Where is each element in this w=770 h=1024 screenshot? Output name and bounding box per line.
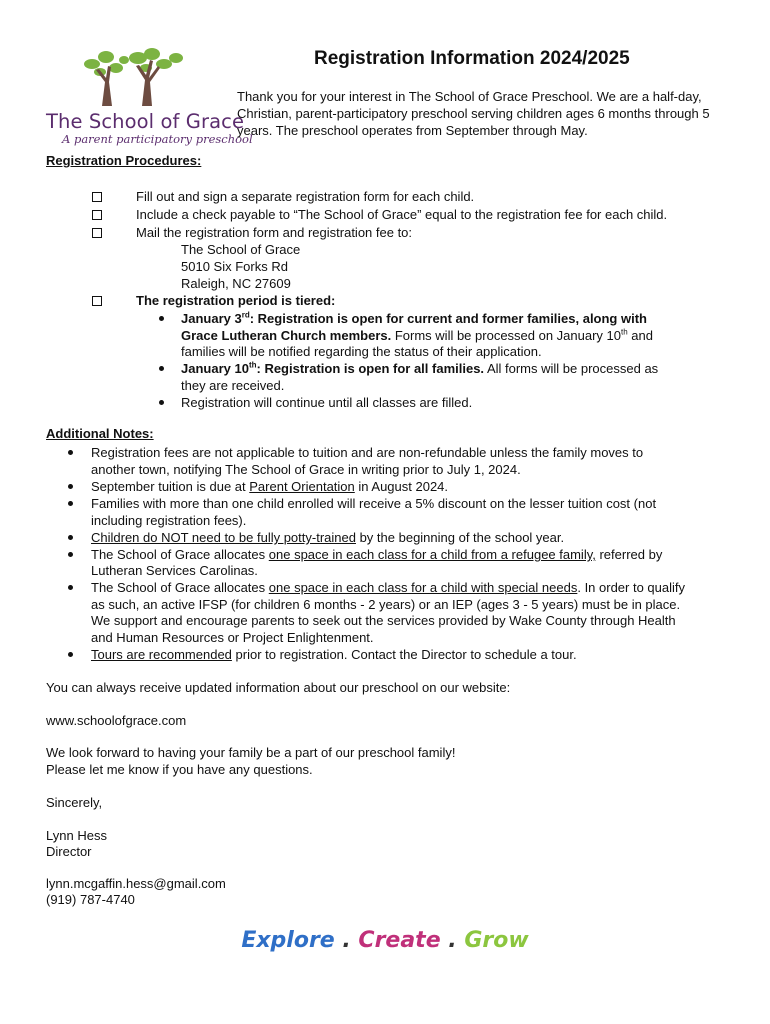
intro-paragraph: Thank you for your interest in The School of Grace Preschool. We are a half-day, Christian, parent-participatory preschool serving children ages 6 months through 5 years. The preschool operates from September through May.	[237, 89, 710, 138]
procedure-step-3: Mail the registration form and registration fee to:	[136, 225, 413, 240]
note-7	[91, 646, 577, 663]
note-5-pre: The School of Grace allocates	[91, 547, 269, 562]
bullet-icon	[68, 535, 73, 540]
note-3-line-1: Families with more than one child enrolled will receive a 5% discount on the lesser tuition cost (not	[91, 496, 657, 511]
note-6-line-2: as such, an active IFSP (for children 6 months - 2 years) or an IEP (ages 3 - 5 years) must be in place.	[91, 597, 681, 612]
signer-role: Director	[46, 844, 92, 859]
note-6-post: . In order to qualify	[577, 580, 686, 595]
note-6-line-3: We support and encourage parents to seek out the services provided by Wake County through Health	[91, 613, 676, 628]
bullet-icon	[68, 501, 73, 506]
bullet-icon	[159, 366, 164, 371]
tier-1-date: January 3	[181, 311, 242, 326]
procedure-step-4: The registration period is tiered:	[136, 293, 336, 308]
slogan-explore: Explore	[241, 928, 335, 953]
note-2-pre: September tuition is due at	[91, 479, 250, 494]
note-6-pre: The School of Grace allocates	[91, 580, 269, 595]
notes-heading: Additional Notes:	[46, 426, 154, 441]
address-line: 5010 Six Forks Rd	[181, 259, 288, 274]
page-title: Registration Information 2024/2025	[314, 48, 630, 69]
note-2-underlined: Parent Orientation	[249, 479, 355, 494]
tier-1-line-3: families will be notified regarding the status of their application.	[181, 344, 542, 359]
tier-1-bold-a: : Registration is open for current and former families, along with	[249, 311, 647, 326]
address-line: Raleigh, NC 27609	[181, 276, 291, 291]
closing-line-1: We look forward to having your family be a part of our preschool family!	[46, 745, 456, 760]
slogan-separator: .	[334, 928, 359, 953]
note-2	[91, 478, 448, 495]
note-7-underlined: Tours are recommended	[91, 647, 232, 662]
tier-2-bold: : Registration is open for all families.	[256, 361, 485, 376]
bullet-icon	[68, 450, 73, 455]
tier-1-rest-sup: th	[621, 327, 628, 337]
logo-tagline: A parent participatory preschool	[62, 132, 253, 146]
bullet-icon	[68, 552, 73, 557]
note-3-line-2: including registration fees).	[91, 513, 247, 528]
website-link[interactable]: www.schoolofgrace.com	[46, 713, 187, 728]
note-2-post: in August 2024.	[354, 479, 449, 494]
note-4-underlined: Children do NOT need to be fully potty-trained	[91, 530, 356, 545]
tier-1-sup: rd	[241, 310, 250, 320]
bullet-icon	[68, 484, 73, 489]
note-5-line-2: Lutheran Services Carolinas.	[91, 563, 258, 578]
tier-1-line-1	[181, 310, 647, 327]
procedure-step-1: Fill out and sign a separate registration form for each child.	[136, 189, 475, 204]
note-6-line-4: and Human Resources or Project Enlightenment.	[91, 630, 374, 645]
tier-2-line-2: they are received.	[181, 378, 285, 393]
note-5-line-1	[91, 546, 662, 563]
checkbox-icon	[92, 228, 102, 238]
slogan-separator: .	[440, 928, 465, 953]
tier-2-sup: th	[248, 360, 257, 370]
procedures-heading: Registration Procedures:	[46, 153, 202, 168]
tier-2-line-1	[181, 360, 658, 377]
procedure-step-2: Include a check payable to “The School of Grace” equal to the registration fee for each child.	[136, 207, 668, 222]
footer-slogan	[0, 928, 770, 953]
tier-3-line: Registration will continue until all classes are filled.	[181, 395, 473, 410]
note-7-post: prior to registration. Contact the Director to schedule a tour.	[231, 647, 577, 662]
note-1-line-2: another town, notifying The School of Grace in writing prior to July 1, 2024.	[91, 462, 521, 477]
tier-1-bold-b: Grace Lutheran Church members.	[181, 328, 392, 343]
slogan-grow: Grow	[464, 928, 529, 953]
sign-off: Sincerely,	[46, 795, 103, 810]
closing-line-2: Please let me know if you have any questions.	[46, 762, 313, 777]
slogan-create: Create	[358, 928, 441, 953]
bullet-icon	[68, 652, 73, 657]
note-5-post: referred by	[595, 547, 663, 562]
tier-1-line-2	[181, 327, 653, 344]
tier-2-rest: All forms will be processed as	[484, 361, 659, 376]
note-6-line-1	[91, 579, 685, 596]
logo-name: The School of Grace	[46, 110, 245, 133]
bullet-icon	[68, 585, 73, 590]
tier-1-rest-b: and	[627, 328, 653, 343]
tier-2-date: January 10	[181, 361, 249, 376]
note-6-underlined: one space in each class for a child with special needs	[268, 580, 578, 595]
checkbox-icon	[92, 210, 102, 220]
bullet-icon	[159, 400, 164, 405]
checkbox-icon	[92, 296, 102, 306]
note-1-line-1: Registration fees are not applicable to tuition and are non-refundable unless the family moves to	[91, 445, 644, 460]
contact-phone: (919) 787-4740	[46, 892, 135, 907]
checkbox-icon	[92, 192, 102, 202]
note-4	[91, 529, 564, 546]
signer-name: Lynn Hess	[46, 828, 107, 843]
website-intro: You can always receive updated information about our preschool on our website:	[46, 680, 511, 695]
tier-1-rest-a: Forms will be processed on January 10	[391, 328, 622, 343]
bullet-icon	[159, 316, 164, 321]
address-line: The School of Grace	[181, 242, 301, 257]
note-4-post: by the beginning of the school year.	[355, 530, 565, 545]
school-logo	[44, 44, 253, 152]
note-5-underlined: one space in each class for a child from a refugee family,	[268, 547, 596, 562]
tree-logo-icon	[80, 44, 200, 108]
contact-email[interactable]: lynn.mcgaffin.hess@gmail.com	[46, 876, 226, 891]
